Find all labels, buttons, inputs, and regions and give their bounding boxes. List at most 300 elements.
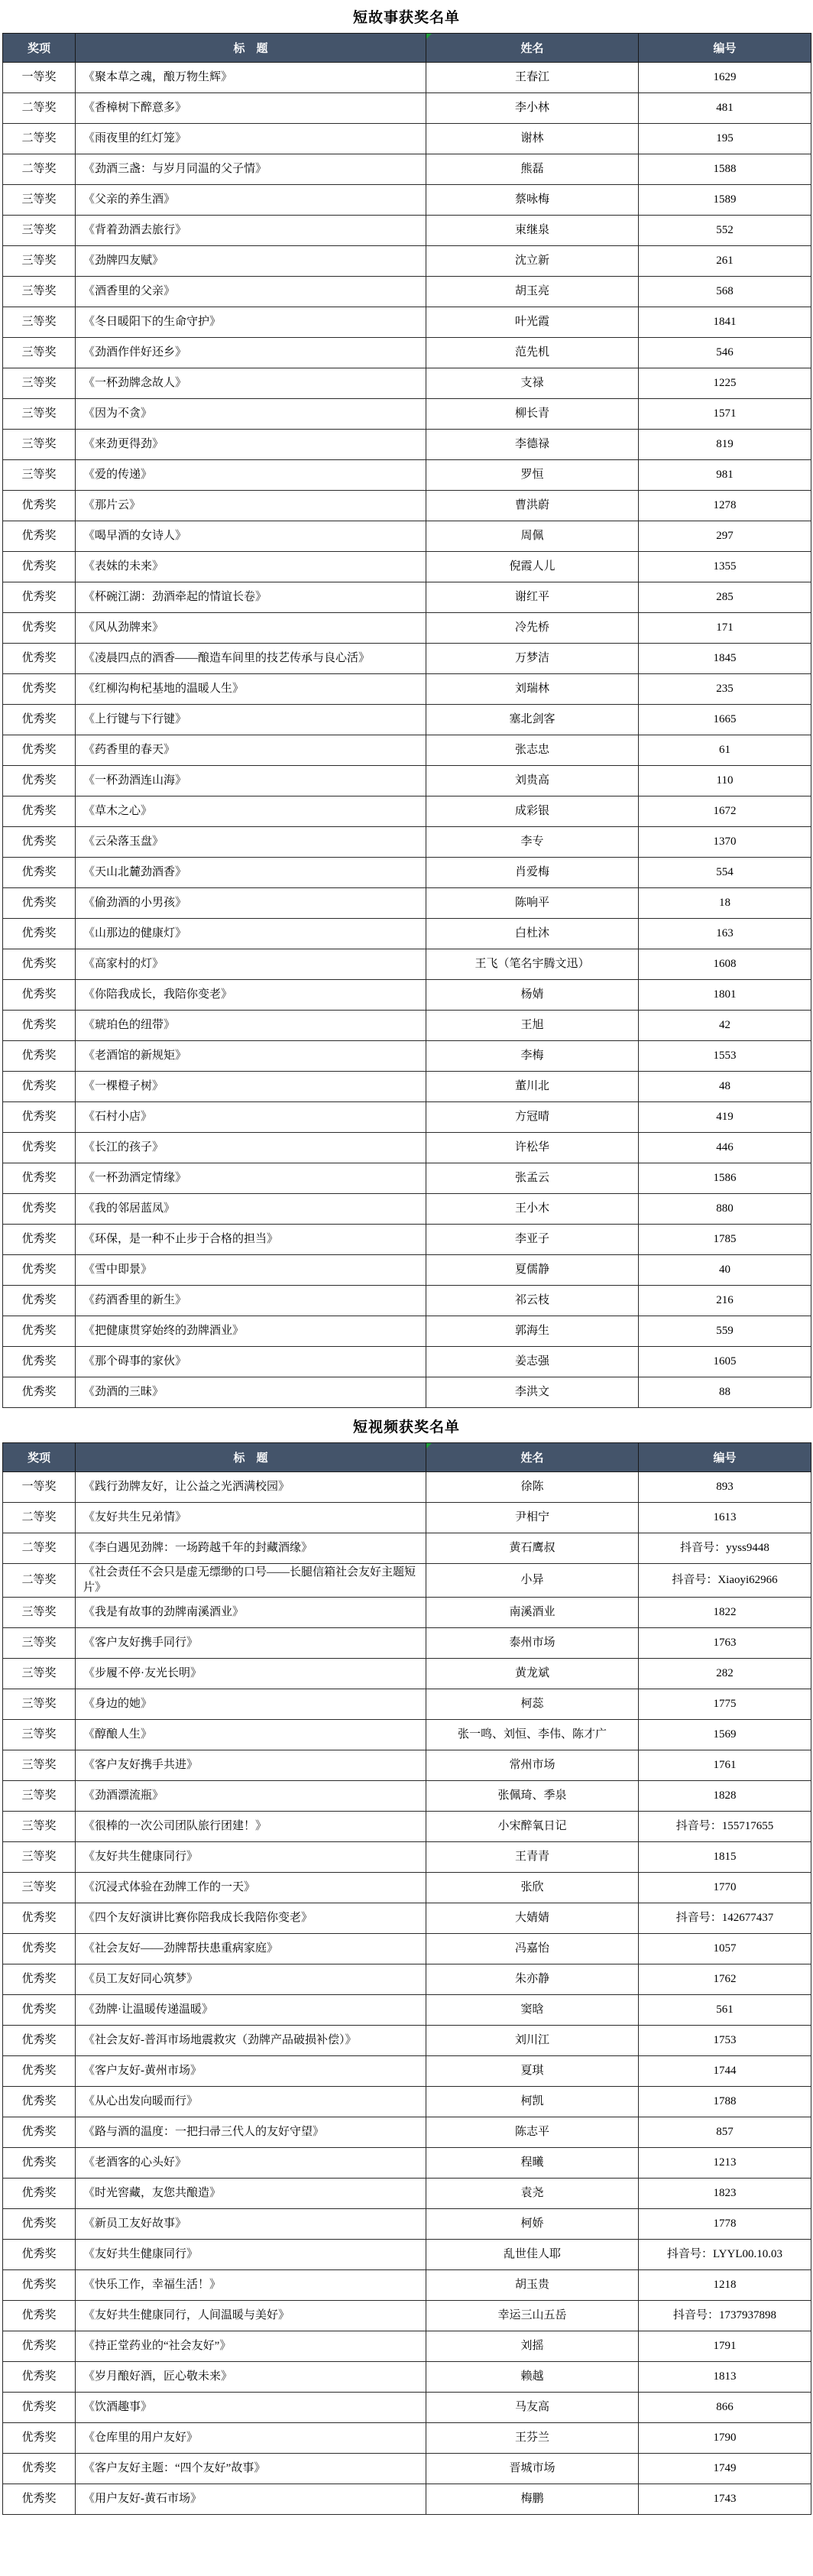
name-cell: 许松华: [426, 1133, 639, 1163]
name-cell: 王旭: [426, 1011, 639, 1041]
title-cell: 《劲酒的三昧》: [76, 1377, 426, 1408]
table-row: [3, 1316, 811, 1347]
number-cell: 261: [639, 246, 811, 277]
number-cell: 819: [639, 430, 811, 460]
title-cell: 《社会责任不会只是虚无缥缈的口号——长腿信箱社会友好主题短片》: [76, 1564, 426, 1598]
table-row: [3, 1286, 811, 1316]
award-cell: 三等奖: [3, 430, 76, 460]
name-cell: 赖越: [426, 2361, 639, 2392]
title-cell: 《劲牌·让温暖传递温暖》: [76, 1994, 426, 2025]
award-cell: 三等奖: [3, 368, 76, 399]
name-cell: 白杜沐: [426, 919, 639, 949]
table-row: [3, 2361, 811, 2392]
name-cell: 李专: [426, 827, 639, 858]
title-cell: 《步履不停·友光长明》: [76, 1658, 426, 1689]
title-cell: 《酒香里的父亲》: [76, 277, 426, 307]
award-cell: 二等奖: [3, 1503, 76, 1533]
number-cell: 866: [639, 2392, 811, 2422]
award-cell: 优秀奖: [3, 2147, 76, 2178]
name-cell: 夏儒静: [426, 1255, 639, 1286]
award-cell: 三等奖: [3, 338, 76, 368]
number-cell: 561: [639, 1994, 811, 2025]
number-cell: 18: [639, 888, 811, 919]
title-cell: 《岁月酿好酒，匠心敬未来》: [76, 2361, 426, 2392]
title-cell: 《时光窖藏，友您共酿造》: [76, 2178, 426, 2208]
number-cell: 抖音号：LYYL00.10.03: [639, 2239, 811, 2269]
award-cell: 三等奖: [3, 1627, 76, 1658]
number-cell: 1057: [639, 1933, 811, 1964]
name-cell: 谢林: [426, 124, 639, 154]
award-cell: 优秀奖: [3, 1225, 76, 1255]
title-cell: 《因为不贪》: [76, 399, 426, 430]
award-cell: 优秀奖: [3, 2055, 76, 2086]
table-row: [3, 2392, 811, 2422]
name-cell: 柯凯: [426, 2086, 639, 2117]
name-cell: 黄石鹰叔: [426, 1533, 639, 1564]
award-cell: 优秀奖: [3, 1347, 76, 1377]
name-cell: 胡玉亮: [426, 277, 639, 307]
number-cell: 1225: [639, 368, 811, 399]
name-cell: 董川北: [426, 1072, 639, 1102]
column-header-title: 标 题: [76, 1443, 426, 1472]
award-cell: 优秀奖: [3, 2208, 76, 2239]
number-cell: 282: [639, 1658, 811, 1689]
table-row: [3, 1811, 811, 1841]
title-cell: 《一杯劲酒连山海》: [76, 766, 426, 796]
number-cell: 1569: [639, 1719, 811, 1750]
name-cell: 张孟云: [426, 1163, 639, 1194]
table-row: [3, 552, 811, 582]
table-row: [3, 63, 811, 93]
award-cell: 优秀奖: [3, 644, 76, 674]
column-header-name: [426, 34, 639, 63]
award-cell: 优秀奖: [3, 949, 76, 980]
table-row: [3, 1533, 811, 1564]
number-cell: 1355: [639, 552, 811, 582]
name-cell: 范先机: [426, 338, 639, 368]
number-cell: 1762: [639, 1964, 811, 1994]
number-cell: 419: [639, 1102, 811, 1133]
name-cell: 张佩琦、季泉: [426, 1780, 639, 1811]
table-row: [3, 858, 811, 888]
title-cell: 《路与酒的温度：一把扫帚三代人的友好守望》: [76, 2117, 426, 2147]
title-cell: 《环保，是一种不止步于合格的担当》: [76, 1225, 426, 1255]
table-row: [3, 1225, 811, 1255]
number-cell: 297: [639, 521, 811, 552]
table-row: [3, 2025, 811, 2055]
title-cell: 《石村小店》: [76, 1102, 426, 1133]
award-cell: 优秀奖: [3, 919, 76, 949]
award-cell: 三等奖: [3, 307, 76, 338]
award-cell: 优秀奖: [3, 1011, 76, 1041]
award-cell: 三等奖: [3, 1750, 76, 1780]
number-cell: 1801: [639, 980, 811, 1011]
title-cell: 《雨夜里的红灯笼》: [76, 124, 426, 154]
award-cell: 三等奖: [3, 216, 76, 246]
table-row: [3, 1133, 811, 1163]
title-cell: 《药酒香里的新生》: [76, 1286, 426, 1316]
name-cell: 黄龙斌: [426, 1658, 639, 1689]
column-header-name: [426, 1443, 639, 1472]
table-row: [3, 185, 811, 216]
table-row: [3, 430, 811, 460]
award-cell: 优秀奖: [3, 2453, 76, 2484]
number-cell: 1770: [639, 1872, 811, 1903]
number-cell: 1665: [639, 705, 811, 735]
title-cell: 《风从劲牌来》: [76, 613, 426, 644]
award-cell: 三等奖: [3, 1719, 76, 1750]
table-row: [3, 2055, 811, 2086]
title-cell: 《客户友好-黄州市场》: [76, 2055, 426, 2086]
number-cell: 1278: [639, 491, 811, 521]
table-row: [3, 1719, 811, 1750]
number-cell: 1218: [639, 2269, 811, 2300]
title-cell: 《友好共生兄弟情》: [76, 1503, 426, 1533]
award-cell: 优秀奖: [3, 1072, 76, 1102]
cell-corner-marker-icon: [426, 34, 432, 39]
title-cell: 《劲酒漂流瓶》: [76, 1780, 426, 1811]
title-cell: 《冬日暖阳下的生命守护》: [76, 307, 426, 338]
number-cell: 1785: [639, 1225, 811, 1255]
table-row: [3, 1994, 811, 2025]
number-cell: 981: [639, 460, 811, 491]
title-cell: 《那片云》: [76, 491, 426, 521]
name-cell: 支禄: [426, 368, 639, 399]
number-cell: 1586: [639, 1163, 811, 1194]
award-cell: 优秀奖: [3, 582, 76, 613]
table-row: [3, 1689, 811, 1719]
name-cell: 程曦: [426, 2147, 639, 2178]
award-cell: 优秀奖: [3, 1255, 76, 1286]
award-cell: 优秀奖: [3, 2117, 76, 2147]
title-cell: 《一棵橙子树》: [76, 1072, 426, 1102]
table-row: [3, 1255, 811, 1286]
column-header-number: 编号: [639, 34, 811, 63]
name-cell: 胡玉贵: [426, 2269, 639, 2300]
table-row: [3, 644, 811, 674]
award-cell: 优秀奖: [3, 1102, 76, 1133]
award-cell: 优秀奖: [3, 1041, 76, 1072]
title-cell: 《老酒客的心头好》: [76, 2147, 426, 2178]
table-row: [3, 216, 811, 246]
title-cell: 《友好共生健康同行》: [76, 2239, 426, 2269]
table-row: [3, 1163, 811, 1194]
number-cell: 1763: [639, 1627, 811, 1658]
column-header-award: 奖项: [3, 34, 76, 63]
title-cell: 《喝早酒的女诗人》: [76, 521, 426, 552]
title-cell: 《身边的她》: [76, 1689, 426, 1719]
award-cell: 三等奖: [3, 277, 76, 307]
title-cell: 《长江的孩子》: [76, 1133, 426, 1163]
award-cell: 优秀奖: [3, 1163, 76, 1194]
name-cell: 刘川江: [426, 2025, 639, 2055]
title-cell: 《老酒馆的新规矩》: [76, 1041, 426, 1072]
name-cell: 祁云枝: [426, 1286, 639, 1316]
title-cell: 《上行键与下行键》: [76, 705, 426, 735]
name-cell: 乱世佳人耶: [426, 2239, 639, 2269]
award-cell: 优秀奖: [3, 2361, 76, 2392]
name-cell: 张志忠: [426, 735, 639, 766]
name-cell: 柳长青: [426, 399, 639, 430]
table-row: [3, 1564, 811, 1598]
number-cell: 1613: [639, 1503, 811, 1533]
name-cell: 夏琪: [426, 2055, 639, 2086]
number-cell: 抖音号：155717655: [639, 1811, 811, 1841]
name-cell: 刘摇: [426, 2331, 639, 2361]
name-cell: 常州市场: [426, 1750, 639, 1780]
award-cell: 一等奖: [3, 1472, 76, 1503]
table-row: [3, 491, 811, 521]
award-cell: 优秀奖: [3, 2269, 76, 2300]
award-cell: 优秀奖: [3, 2239, 76, 2269]
number-cell: 1791: [639, 2331, 811, 2361]
table-row: [3, 1933, 811, 1964]
number-cell: 1823: [639, 2178, 811, 2208]
section-title-short-video: 短视频获奖名单: [352, 1419, 460, 1436]
award-cell: 二等奖: [3, 1533, 76, 1564]
name-cell: 柯娇: [426, 2208, 639, 2239]
award-cell: 优秀奖: [3, 1194, 76, 1225]
name-cell: 梅鹏: [426, 2484, 639, 2514]
name-cell: 姜志强: [426, 1347, 639, 1377]
award-cell: 优秀奖: [3, 2025, 76, 2055]
award-cell: 三等奖: [3, 1811, 76, 1841]
name-cell: 方冠晴: [426, 1102, 639, 1133]
award-cell: 优秀奖: [3, 1933, 76, 1964]
award-cell: 一等奖: [3, 63, 76, 93]
title-cell: 《我的邻居蓝凤》: [76, 1194, 426, 1225]
title-cell: 《天山北麓劲酒香》: [76, 858, 426, 888]
award-cell: 三等奖: [3, 399, 76, 430]
award-cell: 优秀奖: [3, 552, 76, 582]
award-cell: 三等奖: [3, 246, 76, 277]
number-cell: 1605: [639, 1347, 811, 1377]
table-row: [3, 307, 811, 338]
table-row: [3, 1194, 811, 1225]
table-row: [3, 796, 811, 827]
number-cell: 1761: [639, 1750, 811, 1780]
number-cell: 195: [639, 124, 811, 154]
table-row: [3, 582, 811, 613]
award-cell: 优秀奖: [3, 521, 76, 552]
table-row: [3, 1964, 811, 1994]
name-cell: 陈响平: [426, 888, 639, 919]
number-cell: 1589: [639, 185, 811, 216]
name-cell: 周佩: [426, 521, 639, 552]
award-table-short-story: [2, 33, 811, 1408]
name-cell: 幸运三山五岳: [426, 2300, 639, 2331]
award-cell: 优秀奖: [3, 827, 76, 858]
number-cell: 抖音号：142677437: [639, 1903, 811, 1933]
table-row: [3, 1841, 811, 1872]
title-cell: 《雪中即景》: [76, 1255, 426, 1286]
table-row: [3, 2331, 811, 2361]
award-cell: 优秀奖: [3, 1903, 76, 1933]
table-row: [3, 246, 811, 277]
award-cell: 优秀奖: [3, 613, 76, 644]
name-cell: 沈立新: [426, 246, 639, 277]
name-cell: 朱亦静: [426, 1964, 639, 1994]
name-cell: 万梦洁: [426, 644, 639, 674]
award-cell: 三等奖: [3, 460, 76, 491]
name-cell: 熊磊: [426, 154, 639, 185]
header-row: [3, 1443, 811, 1472]
number-cell: 1571: [639, 399, 811, 430]
name-cell: 徐陈: [426, 1472, 639, 1503]
title-cell: 《高家村的灯》: [76, 949, 426, 980]
title-cell: 《四个友好演讲比赛你陪我成长我陪你变老》: [76, 1903, 426, 1933]
table-row: [3, 124, 811, 154]
name-cell: 王春江: [426, 63, 639, 93]
table-row: [3, 1597, 811, 1627]
award-cell: 三等奖: [3, 1841, 76, 1872]
table-row: [3, 2422, 811, 2453]
title-cell: 《李白遇见劲牌：一场跨越千年的封藏酒缘》: [76, 1533, 426, 1564]
name-cell: 南溪酒业: [426, 1597, 639, 1627]
title-cell: 《凌晨四点的酒香——酿造车间里的技艺传承与良心活》: [76, 644, 426, 674]
title-cell: 《你陪我成长，我陪你变老》: [76, 980, 426, 1011]
award-cell: 优秀奖: [3, 491, 76, 521]
table-row: [3, 888, 811, 919]
number-cell: 1775: [639, 1689, 811, 1719]
title-cell: 《友好共生健康同行》: [76, 1841, 426, 1872]
title-cell: 《持正堂药业的“社会友好”》: [76, 2331, 426, 2361]
award-cell: 三等奖: [3, 1872, 76, 1903]
number-cell: 1213: [639, 2147, 811, 2178]
table-row: [3, 2178, 811, 2208]
table-row: [3, 2086, 811, 2117]
table-row: [3, 1011, 811, 1041]
name-cell: 小异: [426, 1564, 639, 1598]
award-cell: 优秀奖: [3, 796, 76, 827]
name-cell: 束继泉: [426, 216, 639, 246]
number-cell: 1828: [639, 1780, 811, 1811]
title-cell: 《山那边的健康灯》: [76, 919, 426, 949]
table-row: [3, 1780, 811, 1811]
table-row: [3, 1041, 811, 1072]
table-row: [3, 2147, 811, 2178]
table-row: [3, 277, 811, 307]
name-cell: 泰州市场: [426, 1627, 639, 1658]
name-cell: 塞北剑客: [426, 705, 639, 735]
award-cell: 优秀奖: [3, 766, 76, 796]
number-cell: 1588: [639, 154, 811, 185]
number-cell: 40: [639, 1255, 811, 1286]
title-cell: 《父亲的养生酒》: [76, 185, 426, 216]
award-cell: 优秀奖: [3, 1316, 76, 1347]
section-title-short-story: 短故事获奖名单: [352, 10, 460, 26]
award-cell: 三等奖: [3, 1597, 76, 1627]
name-cell: 陈志平: [426, 2117, 639, 2147]
name-cell: 王飞（笔名宇腾文迅）: [426, 949, 639, 980]
title-cell: 《饮酒趣事》: [76, 2392, 426, 2422]
title-cell: 《草木之心》: [76, 796, 426, 827]
award-table-short-video: [2, 1442, 811, 2515]
name-cell: 肖爱梅: [426, 858, 639, 888]
number-cell: 1822: [639, 1597, 811, 1627]
name-cell: 曹洪蔚: [426, 491, 639, 521]
number-cell: 1553: [639, 1041, 811, 1072]
name-cell: 李亚子: [426, 1225, 639, 1255]
name-cell: 刘瑞林: [426, 674, 639, 705]
title-cell: 《背着劲酒去旅行》: [76, 216, 426, 246]
number-cell: 857: [639, 2117, 811, 2147]
award-cell: 优秀奖: [3, 858, 76, 888]
table-row: [3, 1102, 811, 1133]
title-cell: 《云朵落玉盘》: [76, 827, 426, 858]
title-cell: 《杯碗江湖：劲酒牵起的情谊长卷》: [76, 582, 426, 613]
award-cell: 优秀奖: [3, 2300, 76, 2331]
number-cell: 552: [639, 216, 811, 246]
title-cell: 《一杯劲牌念故人》: [76, 368, 426, 399]
award-cell: 优秀奖: [3, 2331, 76, 2361]
award-cell: 二等奖: [3, 154, 76, 185]
number-cell: 1753: [639, 2025, 811, 2055]
number-cell: 48: [639, 1072, 811, 1102]
number-cell: 抖音号：Xiaoyi62966: [639, 1564, 811, 1598]
number-cell: 1672: [639, 796, 811, 827]
table-row: [3, 735, 811, 766]
number-cell: 546: [639, 338, 811, 368]
table-row: [3, 1903, 811, 1933]
title-cell: 《红柳沟枸杞基地的温暖人生》: [76, 674, 426, 705]
number-cell: 171: [639, 613, 811, 644]
award-cell: 优秀奖: [3, 1994, 76, 2025]
table-row: [3, 980, 811, 1011]
number-cell: 抖音号：yyss9448: [639, 1533, 811, 1564]
award-cell: 二等奖: [3, 124, 76, 154]
title-cell: 《仓库里的用户友好》: [76, 2422, 426, 2453]
award-cell: 二等奖: [3, 93, 76, 124]
column-header-title: 标 题: [76, 34, 426, 63]
name-cell: 窦晗: [426, 1994, 639, 2025]
award-cell: 三等奖: [3, 185, 76, 216]
table-row: [3, 1503, 811, 1533]
table-row: [3, 2453, 811, 2484]
title-cell: 《员工友好同心筑梦》: [76, 1964, 426, 1994]
name-cell: 杨婧: [426, 980, 639, 1011]
award-cell: 三等奖: [3, 1658, 76, 1689]
name-cell: 谢红平: [426, 582, 639, 613]
table-row: [3, 705, 811, 735]
column-header-name-label: 姓名: [520, 42, 544, 55]
award-cell: 优秀奖: [3, 705, 76, 735]
award-cell: 优秀奖: [3, 980, 76, 1011]
number-cell: 559: [639, 1316, 811, 1347]
table-row: [3, 2269, 811, 2300]
number-cell: 285: [639, 582, 811, 613]
name-cell: 王青青: [426, 1841, 639, 1872]
title-cell: 《客户友好携手共进》: [76, 1750, 426, 1780]
title-cell: 《聚本草之魂，酿万物生辉》: [76, 63, 426, 93]
name-cell: 蔡咏梅: [426, 185, 639, 216]
table-row: [3, 399, 811, 430]
number-cell: 1845: [639, 644, 811, 674]
title-cell: 《那个碍事的家伙》: [76, 1347, 426, 1377]
number-cell: 1749: [639, 2453, 811, 2484]
title-cell: 《从心出发向暖而行》: [76, 2086, 426, 2117]
name-cell: 刘贵高: [426, 766, 639, 796]
name-cell: 李洪文: [426, 1377, 639, 1408]
title-cell: 《表妹的未来》: [76, 552, 426, 582]
table-row: [3, 674, 811, 705]
title-cell: 《琥珀色的纽带》: [76, 1011, 426, 1041]
number-cell: 110: [639, 766, 811, 796]
title-cell: 《践行劲牌友好，让公益之光洒满校园》: [76, 1472, 426, 1503]
table-row: [3, 2239, 811, 2269]
table-row: [3, 338, 811, 368]
title-cell: 《快乐工作，幸福生活！》: [76, 2269, 426, 2300]
